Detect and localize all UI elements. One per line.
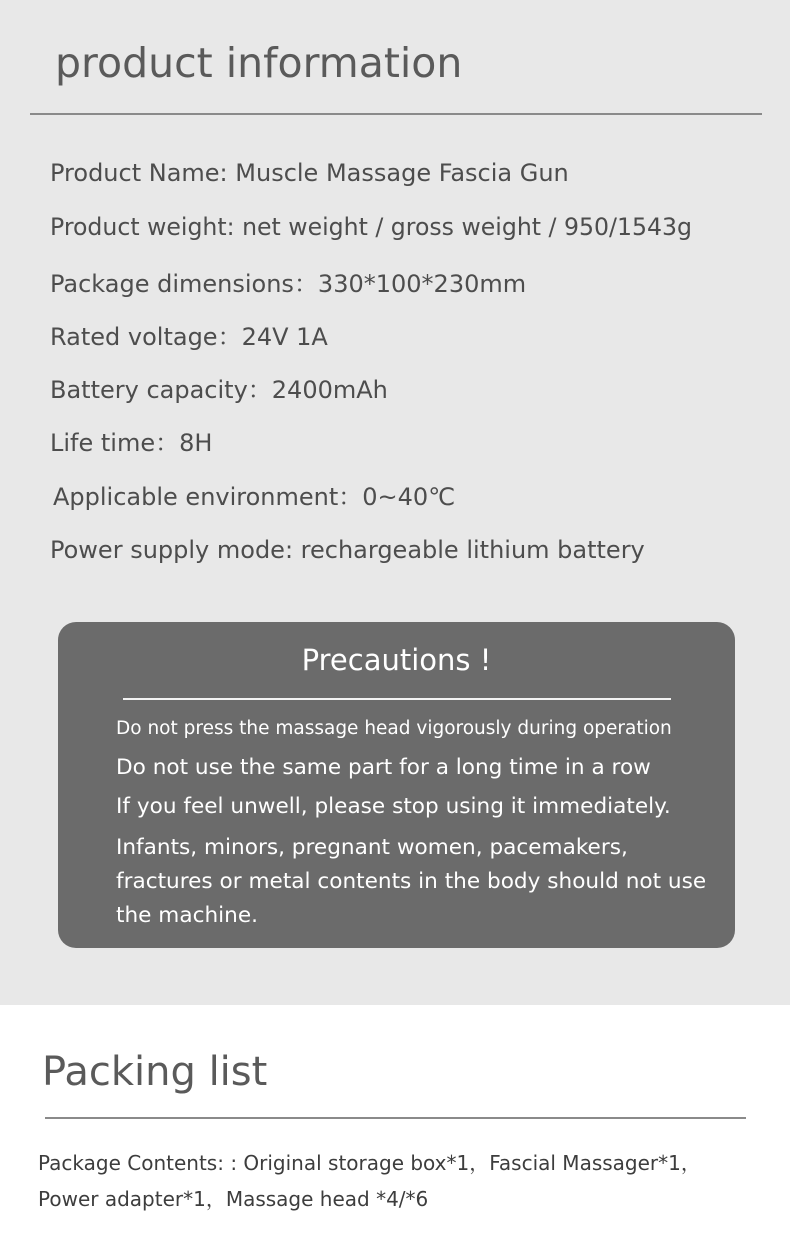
product-information-title: product information (55, 39, 463, 87)
applicable-environment-line: Applicable environment：0~40℃ (53, 483, 456, 511)
precaution-item: Infants, minors, pregnant women, pacemakers, fractures or metal contents in the body should not use the machine. (116, 835, 707, 928)
package-contents-line: Package Contents: : Original storage box*1，Fascial Massager*1， (38, 1151, 701, 1175)
life-time-line: Life time：8H (50, 429, 213, 457)
title-divider (30, 113, 762, 115)
precautions-title: Precautions ! (301, 643, 492, 677)
packing-list-title: Packing list (42, 1049, 268, 1095)
product-name-line: Product Name: Muscle Massage Fascia Gun (50, 159, 569, 187)
product-weight-line: Product weight: net weight / gross weight / 950/1543g (50, 213, 692, 241)
precautions-divider (123, 698, 671, 700)
packing-list-divider (45, 1117, 746, 1119)
precaution-item: Do not press the massage head vigorously during operation (116, 718, 672, 739)
package-dimensions-line: Package dimensions：330*100*230mm (50, 270, 527, 298)
precautions-box (58, 622, 735, 948)
rated-voltage-line: Rated voltage：24V 1A (50, 323, 328, 351)
power-supply-mode-line: Power supply mode: rechargeable lithium battery (50, 536, 645, 564)
battery-capacity-line: Battery capacity：2400mAh (50, 376, 388, 404)
precaution-item: Do not use the same part for a long time in a row (116, 755, 651, 780)
precaution-item: If you feel unwell, please stop using it immediately. (116, 794, 671, 819)
package-contents-line: Power adapter*1，Massage head *4/*6 (38, 1187, 429, 1211)
